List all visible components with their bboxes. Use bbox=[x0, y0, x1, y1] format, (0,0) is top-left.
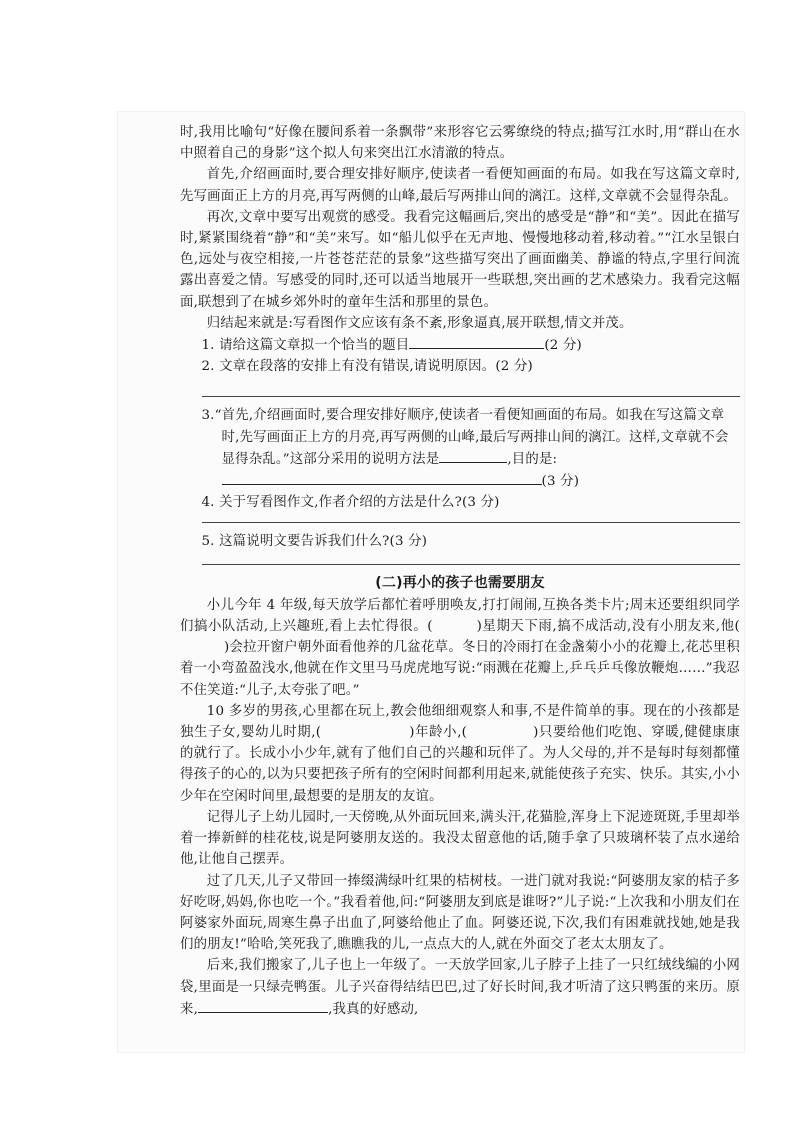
passage1-paragraph-2: 再次,文章中要写出观赏的感受。我看完这幅画后,突出的感受是“静”和“美”。因此在描写时,紧紧围绕着“静”和“美”来写。如“船儿似乎在无声地、慢慢地移动着,移动着。”“江水呈银白色,远处与夜空相接,一片苍苍茫茫的景象”这些描写突出了画面幽美、静谧的特点,字里行间流露出喜爱之情。写感受的同时,还可以适当地展开一些联想,突出画的艺术感染力。我看完这幅面,联想到了在城乡郊外时的童年生活和那里的景色。 bbox=[180, 209, 740, 310]
section-title: (二)再小的孩子也需要朋友 bbox=[375, 574, 545, 591]
passage2-paragraph-2: 10 多岁的男孩,心里都在玩上,教会他细细观察人和事,不是件简单的事。现在的小孩都是独生子女,婴幼儿时期,( )年龄小,( )只要给他们吃饱、穿暖,健健康康的就行了。长成小小少年,就有了他们自己的兴趣和玩伴了。为人父母的,并不是每时每刻都懂得孩子的心的,以为只要把孩子所有的空闲时间都利用起来,就能使孩子充实、快乐。其实,小小少年在空闲时间里,最想要的是朋友的友谊。 bbox=[180, 703, 741, 804]
p1-blank-1[interactable] bbox=[433, 616, 477, 630]
q2-answer-line[interactable] bbox=[202, 395, 740, 397]
p2-blank-1[interactable] bbox=[321, 722, 409, 736]
passage2-paragraph-3: 记得儿子上幼儿园时,一天傍晚,从外面玩回来,满头汗,花猫脸,浑身上下泥迹斑斑,手里却举着一捧新鲜的桂花枝,说是阿婆朋友送的。我没太留意他的话,随手拿了只玻璃杯装了点水递给他,让他自己摆弄。 bbox=[180, 809, 740, 868]
q4-answer-line[interactable] bbox=[202, 521, 740, 523]
q5-answer-line[interactable] bbox=[202, 563, 740, 565]
p5-answer-blank[interactable] bbox=[198, 998, 328, 1013]
worksheet-content bbox=[180, 122, 740, 1020]
question-2: 2. 文章在段落的安排上有没有错误,请说明原因。(2 分) bbox=[201, 359, 533, 375]
question-3: 3.“首先,介绍画面时,要合理安排好顺序,使读者一看便知画面的布局。如我在写这篇文章时,先写画面正上方的月亮,再写两侧的山峰,最后写两排山间的漓江。这样,文章就不会显得杂乱。”这部分采用的说明方法是 ,目的是:(3 分) bbox=[201, 408, 729, 490]
q3-purpose-blank[interactable] bbox=[222, 470, 542, 485]
p2-blank-2[interactable] bbox=[467, 722, 533, 736]
passage2-paragraph-1: 小儿今年 4 年级,每天放学后都忙着呼朋唤友,打打闹闹,互换各类卡片;周末还要组织同学们搞小队活动,上兴趣班,看上去忙得很。( )星期天下雨,搞不成活动,没有小朋友来,他()会拉开窗户朝外面看他养的几盆花草。冬日的冷雨打在金盏菊小小的花瓣上,花芯里积着一小弯盈盈浅水,他就在作文里马马虎虎地写说:“雨溅在花瓣上,乒乓乒乓像放鞭炮……”我忍不住笑道:“儿子,太夸张了吧。” bbox=[180, 597, 740, 698]
passage1-paragraph-3: 归结起来就是:写看图作文应该有条不紊,形象逼真,展开联想,情文并茂。 bbox=[206, 315, 633, 331]
passage1-paragraph-1: 首先,介绍画面时,要合理安排好顺序,使读者一看便知画面的布局。如我在写这篇文章时,先写画面正上方的月亮,再写两侧的山峰,最后写两排山间的漓江。这样,文章就不会显得杂乱。 bbox=[180, 167, 740, 204]
passage1-paragraph-0: 时,我用比喻句“好像在腰间系着一条飘带”来形容它云雾缭绕的特点;描写江水时,用“群山在水中照着自己的身影”这个拟人句来突出江水清澈的特点。 bbox=[180, 125, 740, 162]
q1-answer-blank[interactable] bbox=[409, 334, 544, 349]
question-4: 4. 关于写看图作文,作者介绍的方法是什么?(3 分) bbox=[201, 495, 500, 511]
passage2-paragraph-5: 后来,我们搬家了,儿子也上一年级了。一天放学回家,儿子脖子上挂了一只红绒线编的小网袋,里面是一只绿壳鸭蛋。儿子兴奋得结结巴巴,过了好长时间,我才听清了这只鸭蛋的来历。原来, ,我真的好感动, bbox=[180, 958, 740, 1017]
passage2-paragraph-4: 过了几天,儿子又带回一捧缀满绿叶红果的桔树枝。一进门就对我说:“阿婆朋友家的桔子多好吃呀,妈妈,你也吃一个。”我看着他,问:“阿婆朋友到底是谁呀?”儿子说:“上次我和小朋友们在阿婆家外面玩,周寒生鼻子出血了,阿婆给他止了血。阿婆还说,下次,我们有困难就找她,她是我们的朋友!”哈哈,笑死我了,瞧瞧我的儿,一点点大的人,就在外面交了老太太朋友了。 bbox=[180, 873, 740, 953]
question-1: 1. 请给这篇文章拟一个恰当的题目 (2 分) bbox=[180, 334, 740, 356]
question-5: 5. 这篇说明文要告诉我们什么?(3 分) bbox=[201, 534, 428, 550]
p1-blank-2[interactable] bbox=[180, 637, 224, 651]
q3-method-blank[interactable] bbox=[439, 448, 507, 463]
